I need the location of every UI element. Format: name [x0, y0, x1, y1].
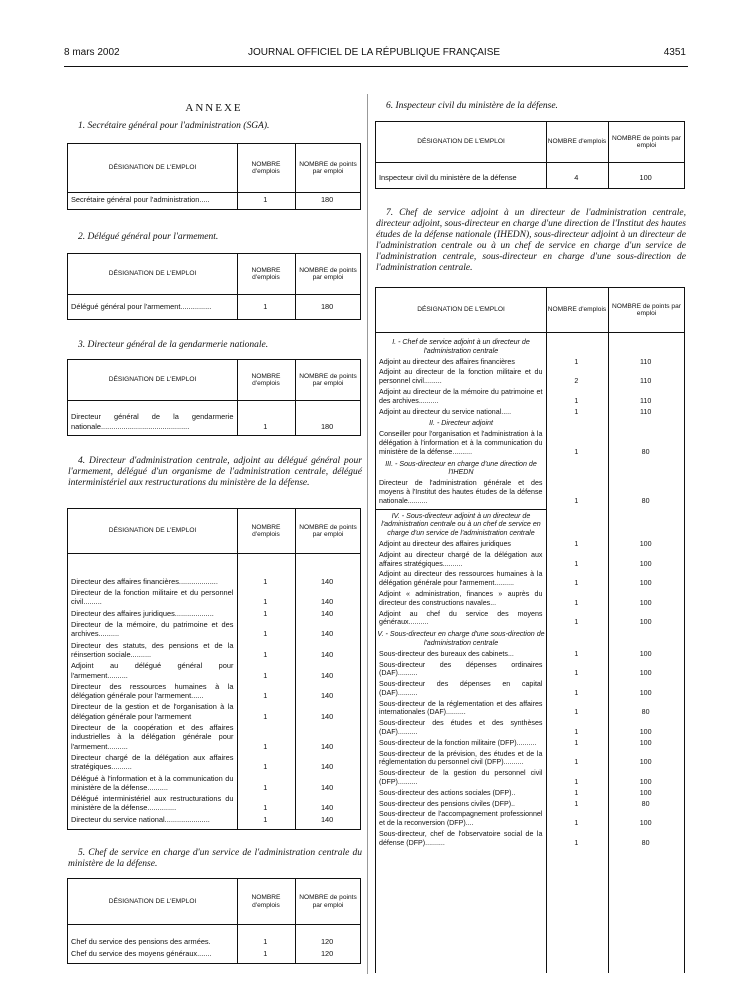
row-designation: Sous-directeur de l'accompagnement professionnel et de la reconversion (DFP)....	[379, 810, 543, 828]
row-emplois: 1	[574, 799, 579, 808]
col-header-emplois: NOMBRE d'emplois	[547, 306, 607, 314]
header-date: 8 mars 2002	[64, 47, 120, 58]
row-designation: Sous-directeur des pensions civiles (DFP)..	[379, 799, 516, 808]
row-designation: Sous-directeur, chef de l'observatoire social de la défense (DFP)..........	[379, 830, 543, 847]
row-emplois: 1	[574, 598, 579, 607]
row-points: 140	[320, 711, 334, 721]
row-points: 110	[639, 407, 652, 416]
row-designation: Directeur des affaires financières...................	[71, 576, 218, 586]
col-header-emplois: NOMBRE d'emplois	[251, 894, 281, 909]
col-header-points: NOMBRE de points par emploi	[299, 894, 357, 909]
section-2-title: 2. Délégué général pour l'armement.	[78, 232, 219, 242]
annex-title: ANNEXE	[185, 102, 243, 114]
col-header-emplois: NOMBRE d'emplois	[251, 160, 281, 175]
table-row	[68, 608, 360, 619]
row-emplois: 1	[263, 937, 268, 947]
row-emplois: 1	[574, 838, 579, 847]
row-designation: Adjoint au directeur des ressources humaines à la délégation générale pour l'armement..........	[379, 570, 543, 588]
section-6-table	[375, 121, 685, 189]
table-row	[68, 411, 360, 432]
table-row	[376, 550, 684, 570]
table-row	[68, 194, 360, 205]
group-heading: IV. - Sous-directeur adjoint à un directeur de l'administration centrale ou à un chef de service en charge d'un service de l'administration centrale	[376, 509, 546, 539]
row-points: 140	[320, 576, 334, 586]
table-row	[376, 407, 684, 418]
row-emplois: 1	[574, 496, 579, 505]
row-designation: Adjoint « administration, finances » auprès du directeur des constructions navales...	[379, 589, 543, 607]
group-heading: V. - Sous-directeur en charge d'une sous-direction de l'administration centrale	[377, 630, 545, 647]
table-row	[376, 788, 684, 799]
row-designation: Adjoint au délégué général pour l'armement..........	[71, 661, 234, 680]
table-row	[376, 172, 684, 183]
header-journal-title: JOURNAL OFFICIEL DE LA RÉPUBLIQUE FRANÇAISE	[247, 47, 501, 58]
row-points: 100	[639, 669, 652, 678]
row-emplois: 1	[263, 948, 268, 958]
table-row	[376, 799, 684, 810]
section-5-title: 5. Chef de service en charge d'un service de l'administration centrale du ministère de la défense.	[68, 848, 362, 869]
row-designation: Directeur du service national......................	[71, 814, 210, 824]
row-points: 100	[639, 819, 652, 828]
table-row	[376, 660, 684, 680]
col-header-points: NOMBRE de points par emploi	[299, 160, 357, 175]
table-row	[68, 640, 360, 661]
table-row	[68, 793, 360, 814]
row-emplois: 1	[574, 579, 579, 588]
col-header-designation: DÉSIGNATION DE L'EMPLOI	[417, 138, 505, 146]
row-points: 140	[320, 803, 334, 813]
col-header-points: NOMBRE de points par emploi	[299, 523, 357, 538]
group-heading: II. - Directeur adjoint	[429, 419, 493, 428]
table-row	[68, 936, 360, 947]
row-emplois: 1	[263, 670, 268, 680]
col-header-points: NOMBRE de points par emploi	[299, 266, 357, 281]
row-points: 110	[639, 377, 652, 386]
row-designation: Directeur général de la gendarmerie nationale...........................................	[71, 412, 234, 431]
row-points: 140	[320, 691, 334, 701]
row-emplois: 1	[574, 618, 579, 627]
header-page-number: 4351	[663, 47, 686, 58]
row-designation: Directeur de la mémoire, du patrimoine et des archives..........	[71, 620, 234, 639]
row-points: 100	[639, 728, 652, 737]
row-emplois: 1	[574, 649, 579, 658]
group-heading: III. - Sous-directeur en charge d'une direction de l'IHEDN	[385, 459, 537, 477]
table-row	[376, 649, 684, 660]
row-emplois: 1	[263, 194, 268, 204]
section-4-table	[67, 508, 361, 830]
row-emplois: 1	[263, 782, 268, 792]
row-emplois: 1	[574, 758, 579, 767]
table-row	[376, 718, 684, 738]
row-designation: Directeur chargé de la délégation aux affaires stratégiques..........	[71, 752, 234, 772]
row-designation: Adjoint au directeur des affaires juridiques	[379, 539, 511, 548]
row-emplois: 1	[263, 814, 268, 824]
row-points: 110	[639, 357, 652, 366]
row-points: 140	[320, 762, 334, 772]
table-row	[68, 301, 360, 312]
row-designation: Sous-directeur des dépenses ordinaires (DAF)..........	[379, 660, 543, 678]
row-points: 140	[320, 670, 334, 680]
section-7-body	[376, 336, 684, 849]
row-points: 80	[641, 838, 650, 847]
row-designation: Directeur des ressources humaines à la délégation générale pour l'armement......	[71, 681, 234, 701]
row-designation: Sous-directeur de la réglementation et des affaires internationales (DAF)..........	[379, 699, 543, 717]
row-designation: Délégué à l'information et à la communication du ministère de la défense..........	[71, 773, 234, 792]
row-emplois: 1	[574, 819, 579, 828]
table-row	[68, 619, 360, 640]
table-row	[376, 609, 684, 629]
col-header-points: NOMBRE de points par emploi	[299, 372, 357, 387]
table-row	[376, 829, 684, 849]
row-designation: Secrétaire général pour l'administration.....	[71, 194, 210, 204]
row-points: 80	[641, 799, 650, 808]
col-header-designation: DÉSIGNATION DE L'EMPLOI	[108, 527, 197, 535]
row-points: 100	[639, 688, 652, 697]
row-emplois: 1	[574, 447, 579, 456]
col-header-emplois: NOMBRE d'emplois	[251, 266, 281, 281]
row-designation: Directeur de la coopération et des affaires industrielles à la délégation générale pour l'armement..........	[71, 723, 234, 751]
table-row	[376, 738, 684, 749]
row-points: 140	[320, 782, 334, 792]
row-designation: Chef du service des pensions des armées.	[71, 937, 211, 947]
row-designation: Délégué interministériel aux restructurations du ministère de la défense..............	[71, 794, 234, 813]
table-row	[68, 701, 360, 722]
row-points: 100	[639, 539, 652, 548]
row-designation: Directeur des affaires juridiques...................	[71, 608, 214, 618]
row-emplois: 2	[574, 377, 579, 386]
col-header-designation: DÉSIGNATION DE L'EMPLOI	[108, 270, 197, 278]
table-row	[68, 660, 360, 681]
row-designation: Inspecteur civil du ministère de la défense	[379, 172, 517, 182]
row-emplois: 1	[263, 711, 268, 721]
row-designation: Directeur des statuts, des pensions et de la réinsertion sociale..........	[71, 640, 234, 659]
row-emplois: 1	[263, 762, 268, 772]
row-emplois: 1	[263, 576, 268, 586]
row-emplois: 1	[574, 738, 579, 747]
col-header-emplois: NOMBRE d'emplois	[251, 523, 281, 538]
row-emplois: 1	[263, 629, 268, 639]
row-emplois: 1	[263, 649, 268, 659]
row-designation: Sous-directeur de la prévision, des études et de la réglementation du personnel civil (DFP)..........	[379, 749, 543, 767]
row-designation: Sous-directeur de la gestion du personnel civil (DFP)..........	[379, 769, 543, 787]
col-header-emplois: NOMBRE d'emplois	[251, 372, 281, 387]
table-row	[68, 752, 360, 773]
section-7-table	[375, 287, 685, 973]
row-emplois: 1	[574, 688, 579, 697]
section-2-table	[67, 253, 361, 320]
row-points: 100	[639, 738, 652, 747]
section-1-title: 1. Secrétaire général pour l'administration (SGA).	[78, 121, 270, 131]
row-points: 80	[641, 496, 650, 505]
table-row	[376, 768, 684, 788]
row-emplois: 1	[574, 539, 579, 548]
row-emplois: 1	[263, 597, 268, 607]
table-row	[68, 587, 360, 608]
row-points: 100	[639, 579, 652, 588]
row-emplois: 1	[574, 669, 579, 678]
section-3-title: 3. Directeur général de la gendarmerie nationale.	[78, 340, 269, 350]
table-row	[376, 809, 684, 829]
section-1-body	[68, 194, 360, 209]
row-emplois: 1	[574, 778, 579, 787]
section-3-table	[67, 359, 361, 436]
table-row	[68, 948, 360, 959]
row-points: 140	[320, 629, 334, 639]
row-designation: Adjoint au directeur de la fonction militaire et du personnel civil.........	[379, 368, 543, 386]
row-designation: Sous-directeur des actions sociales (DFP)..	[379, 788, 516, 797]
row-designation: Conseiller pour l'organisation et l'administration à la délégation à l'information et à la communication du ministère de la défense..........	[379, 430, 543, 456]
row-emplois: 1	[574, 559, 579, 568]
table-row	[68, 814, 360, 825]
row-points: 100	[639, 778, 652, 787]
row-designation: Directeur de l'administration générale et des moyens à l'Institut des hautes études de la défense nationale..........	[379, 479, 543, 505]
row-designation: Adjoint au directeur du service national.....	[379, 407, 512, 416]
row-points: 140	[320, 597, 334, 607]
row-points: 140	[320, 608, 334, 618]
section-4-body	[68, 576, 360, 829]
row-designation: Directeur de la fonction militaire et du personnel civil.........	[71, 588, 234, 607]
col-header-designation: DÉSIGNATION DE L'EMPLOI	[108, 897, 197, 905]
table-row	[376, 357, 684, 368]
row-designation: Sous-directeur des études et des synthèses (DAF)..........	[379, 719, 543, 737]
section-6-title: 6. Inspecteur civil du ministère de la défense.	[386, 101, 558, 111]
row-emplois: 1	[574, 708, 579, 717]
row-points: 110	[639, 396, 652, 405]
section-4-title: 4. Directeur d'administration centrale, adjoint au délégué général pour l'armement, délégué d'un organisme de l'administration centrale, délégué interministériel aux restructurations du ministère de la défense.	[68, 456, 362, 488]
section-1-table	[67, 143, 361, 210]
row-designation: Sous-directeur de la fonction militaire (DFP)..........	[379, 738, 537, 747]
row-designation: Directeur de la gestion et de l'organisation à la délégation générale pour l'armement	[71, 702, 234, 721]
row-emplois: 1	[574, 357, 579, 366]
table-row	[376, 699, 684, 719]
table-row	[376, 589, 684, 609]
table-row	[376, 749, 684, 769]
row-emplois: 1	[263, 803, 268, 813]
row-points: 80	[641, 447, 650, 456]
row-points: 100	[639, 598, 652, 607]
row-points: 180	[320, 421, 334, 431]
col-header-points: NOMBRE de points par emploi	[612, 302, 681, 317]
table-row	[376, 679, 684, 699]
row-designation: Adjoint au directeur des affaires financières	[379, 357, 515, 366]
row-points: 100	[639, 788, 652, 797]
row-points: 120	[320, 937, 334, 947]
row-emplois: 1	[263, 301, 268, 311]
row-designation: Sous-directeur des bureaux des cabinets...	[379, 649, 514, 658]
column-divider	[367, 94, 368, 974]
row-designation: Sous-directeur des dépenses en capital (DAF)..........	[379, 680, 543, 697]
section-5-table	[67, 878, 361, 964]
group-heading: I. - Chef de service adjoint à un directeur de l'administration centrale	[392, 338, 530, 355]
table-row	[68, 722, 360, 752]
row-points: 120	[320, 948, 334, 958]
row-emplois: 1	[574, 407, 579, 416]
section-7-title: 7. Chef de service adjoint à un directeur de l'administration centrale, directeur adjoint, sous-directeur en charge d'une direction de l'Institut des hautes études de la défense nationale (IHEDN), sous-directeur adjoint à un directeur de l'administration centrale ou à un chef de service en charge d'un service de l'administration centrale, sous-directeur en charge d'une sous-direction de l'administration centrale.	[376, 208, 686, 273]
row-points: 180	[320, 194, 334, 204]
row-points: 140	[320, 741, 334, 751]
col-header-designation: DÉSIGNATION DE L'EMPLOI	[108, 376, 197, 384]
row-designation: Chef du service des moyens généraux.......	[71, 948, 212, 958]
table-row	[376, 387, 684, 407]
row-designation: Délégué général pour l'armement...............	[71, 301, 212, 311]
table-row	[376, 569, 684, 589]
table-row	[376, 539, 684, 550]
col-header-designation: DÉSIGNATION DE L'EMPLOI	[417, 306, 505, 314]
col-header-emplois: NOMBRE d'emplois	[547, 138, 607, 146]
col-header-points: NOMBRE de points par emploi	[612, 134, 681, 149]
row-emplois: 1	[574, 788, 579, 797]
row-designation: Adjoint au directeur chargé de la délégation aux affaires stratégiques..........	[379, 550, 543, 568]
row-emplois: 1	[263, 691, 268, 701]
row-emplois: 1	[263, 741, 268, 751]
row-emplois: 1	[263, 421, 268, 431]
row-emplois: 4	[574, 172, 579, 182]
header-rule	[64, 66, 688, 67]
table-row	[68, 773, 360, 794]
table-row	[376, 367, 684, 387]
row-emplois: 1	[263, 608, 268, 618]
row-points: 100	[639, 559, 652, 568]
table-row	[68, 576, 360, 587]
row-emplois: 1	[574, 728, 579, 737]
row-points: 80	[641, 708, 650, 717]
row-points: 100	[639, 649, 652, 658]
row-points: 100	[639, 758, 652, 767]
col-header-designation: DÉSIGNATION DE L'EMPLOI	[108, 164, 197, 172]
row-points: 100	[639, 172, 652, 182]
table-row	[68, 681, 360, 702]
table-row	[376, 429, 684, 457]
row-designation: Adjoint au chef du service des moyens généraux..........	[379, 609, 543, 627]
row-designation: Adjoint au directeur de la mémoire du patrimoine et des archives..........	[379, 387, 543, 405]
row-points: 140	[320, 814, 334, 824]
row-points: 100	[639, 618, 652, 627]
row-points: 140	[320, 649, 334, 659]
table-row	[376, 478, 684, 506]
row-points: 180	[320, 301, 334, 311]
row-emplois: 1	[574, 396, 579, 405]
